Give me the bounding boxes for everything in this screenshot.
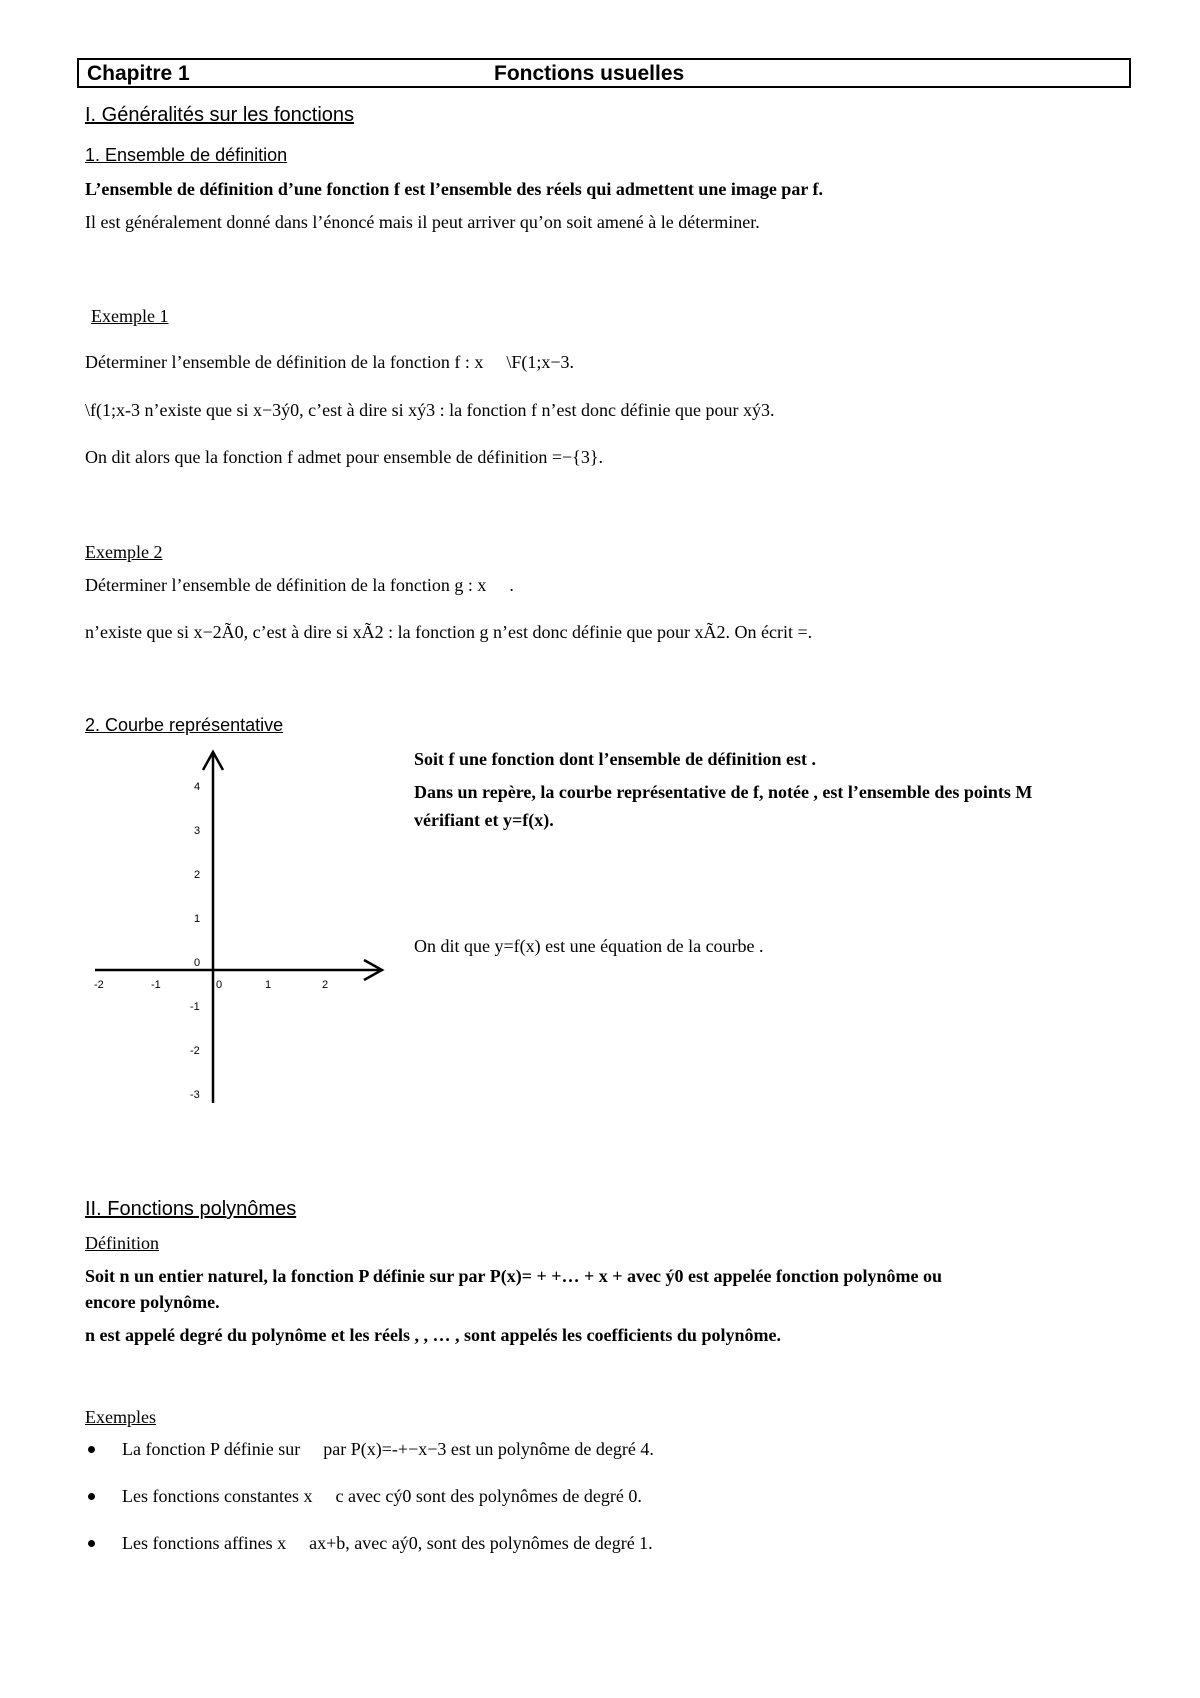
curve-equation-note: On dit que y=f(x) est une équation de la courbe .: [414, 936, 764, 956]
x-tick-label: 1: [265, 979, 272, 991]
bullet-icon: [88, 1493, 95, 1500]
example-1-line-2: \f(1;x-3 n’existe que si x−3ý0, c’est à dire si xý3 : la fonction f n’est donc définie que pour xý3.: [85, 400, 775, 420]
curve-def-line-1: Soit f une fonction dont l’ensemble de définition est .: [414, 749, 817, 769]
section-2-title: II. Fonctions polynômes: [85, 1198, 297, 1220]
coordinate-axes: [90, 748, 400, 1108]
examples-heading: Exemples: [85, 1407, 156, 1427]
curve-def-line-2: Dans un repère, la courbe représentative de f, notée , est l’ensemble des points M: [414, 782, 1033, 802]
example-2-title: Exemple 2: [85, 542, 163, 562]
subsection-2-title: 2. Courbe représentative: [85, 715, 284, 735]
bullet-icon: [88, 1540, 95, 1547]
section-1-title: I. Généralités sur les fonctions: [85, 104, 355, 126]
chapter-title: Fonctions usuelles: [494, 62, 685, 85]
y-tick-label: 2: [194, 869, 201, 881]
polynomial-def-line-3: n est appelé degré du polynôme et les réels , , … , sont appelés les coefficients du polynôme.: [85, 1325, 781, 1345]
subsection-1-title: 1. Ensemble de définition: [85, 145, 288, 165]
polynomial-def-line-2: encore polynôme.: [85, 1292, 220, 1312]
example-1-line-3: On dit alors que la fonction f admet pour ensemble de définition =−{3}.: [85, 447, 603, 467]
example-1-line-1: Déterminer l’ensemble de définition de la fonction f : x \F(1;x−3.: [85, 352, 556, 372]
x-tick-label: -1: [151, 979, 161, 991]
x-tick-label: -2: [94, 979, 104, 991]
example-item-3: Les fonctions affines x ax+b, avec aý0, sont des polynômes de degré 1.: [122, 1533, 635, 1553]
example-2-line-2: n’existe que si x−2Ã0, c’est à dire si xÃ2 : la fonction g n’est donc définie que pour xÃ2. On écrit =.: [85, 622, 813, 642]
chapter-number: Chapitre 1: [87, 62, 190, 85]
y-tick-label: 4: [194, 781, 201, 793]
example-1-title: Exemple 1: [91, 306, 169, 326]
y-tick-label: 1: [194, 913, 201, 925]
y-tick-label: -2: [190, 1045, 200, 1057]
x-tick-label: 0: [216, 979, 223, 991]
x-tick-label: 2: [322, 979, 329, 991]
y-tick-label: 3: [194, 825, 201, 837]
definition-note: Il est généralement donné dans l’énoncé mais il peut arriver qu’on soit amené à le déterminer.: [85, 212, 760, 232]
y-tick-label: -3: [190, 1089, 200, 1101]
definition-text: L’ensemble de définition d’une fonction f est l’ensemble des réels qui admettent une image par f.: [85, 179, 823, 199]
polynomial-def-line-1: Soit n un entier naturel, la fonction P définie sur par P(x)= + +… + x + avec ý0 est appelée fonction polynôme ou: [85, 1266, 942, 1286]
y-tick-label: 0: [194, 957, 201, 969]
curve-def-line-3: vérifiant et y=f(x).: [414, 810, 554, 830]
example-item-1: La fonction P définie sur par P(x)=-+−x−3 est un polynôme de degré 4.: [122, 1439, 636, 1459]
definition-heading: Définition: [85, 1233, 159, 1253]
bullet-icon: [88, 1446, 95, 1453]
chapter-header: [77, 58, 1131, 88]
example-item-2: Les fonctions constantes x c avec cý0 sont des polynômes de degré 0.: [122, 1486, 624, 1506]
y-tick-label: -1: [190, 1001, 200, 1013]
example-2-line-1: Déterminer l’ensemble de définition de la fonction g : x .: [85, 575, 496, 595]
